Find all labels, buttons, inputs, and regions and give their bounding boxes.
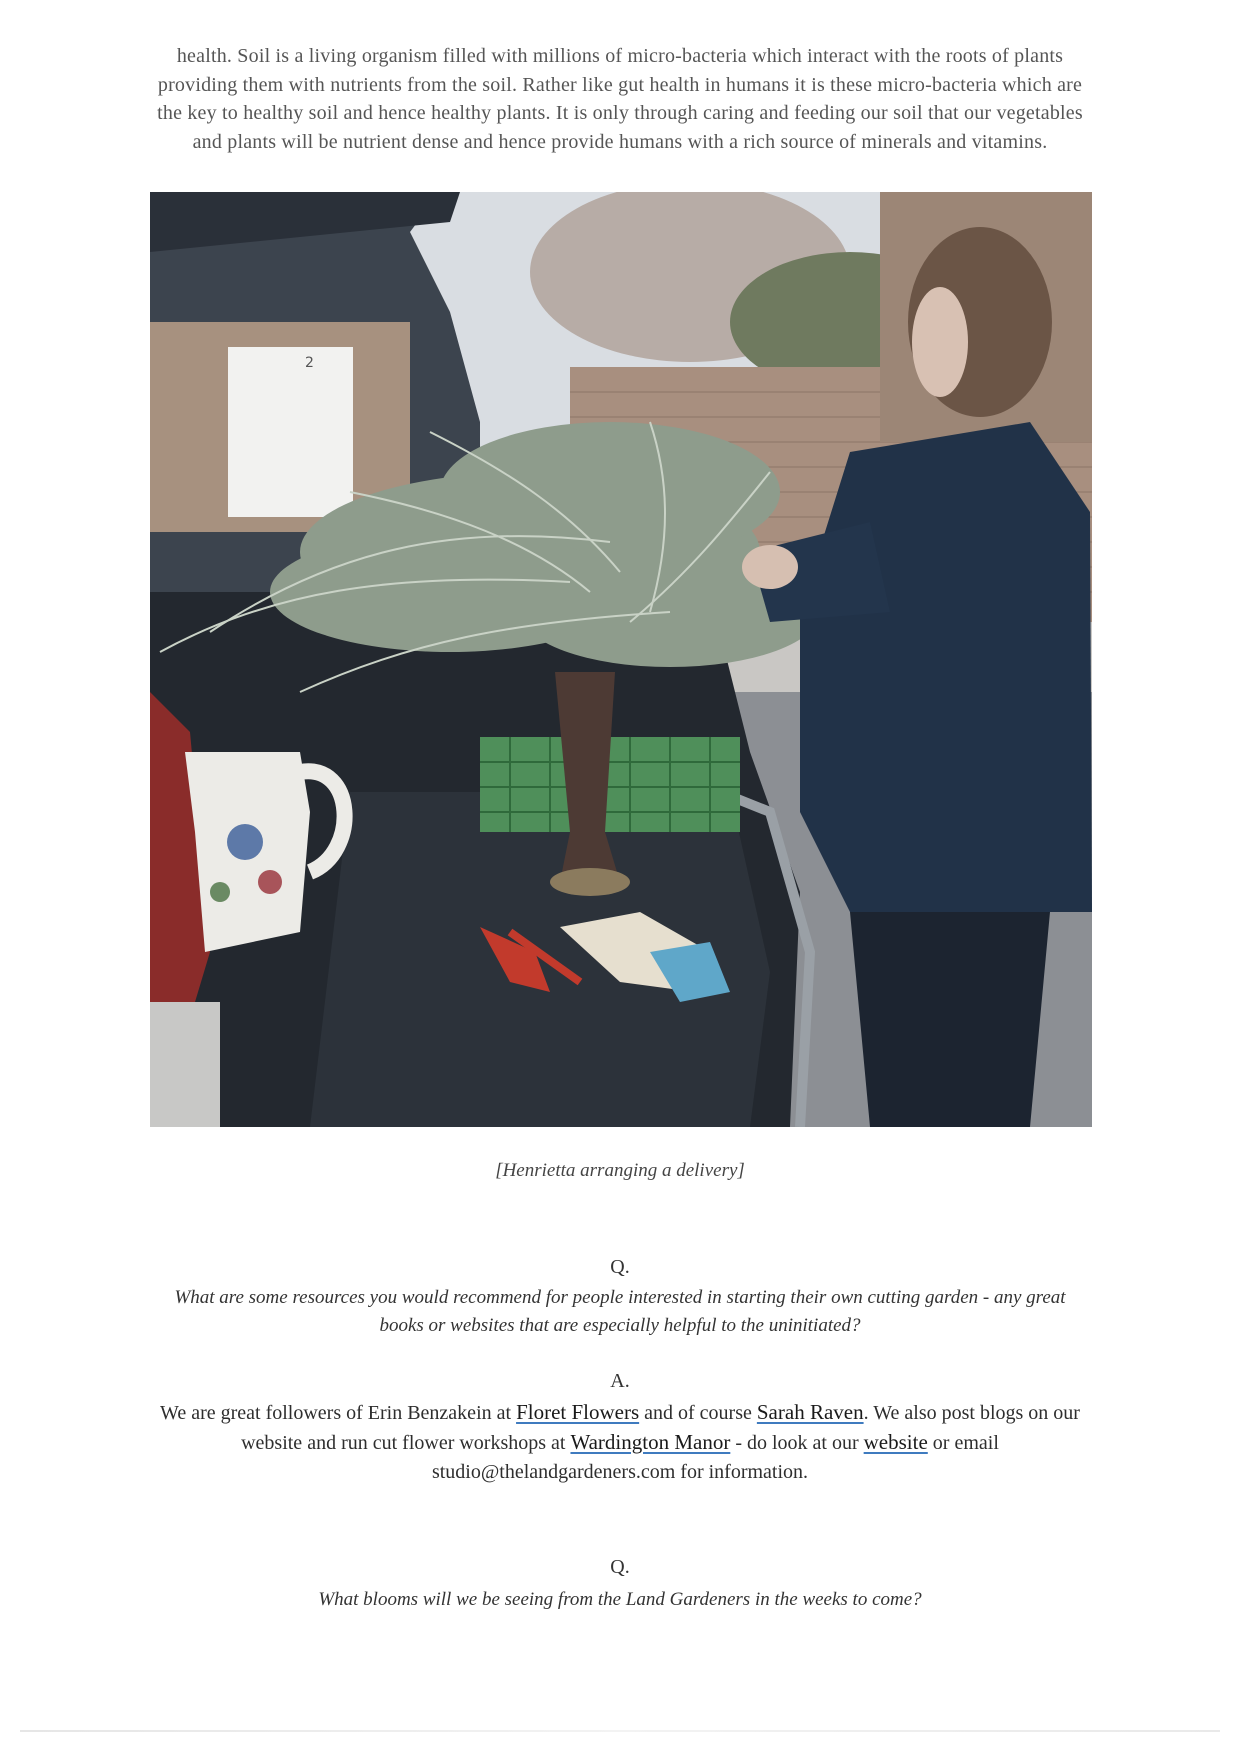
answer-text-part: or email studio@thelandgardeners.com for information. xyxy=(431,1432,999,1483)
answer-marker: A. xyxy=(610,1370,630,1392)
answer-text-part: - do look at our xyxy=(730,1432,864,1454)
website-link[interactable]: website xyxy=(863,1430,928,1454)
answer-text xyxy=(150,1398,1090,1487)
answer-text-part: . We also post blogs on our website and run cut flower workshops at xyxy=(241,1402,1080,1454)
intro-paragraph: health. Soil is a living organism filled with millions of micro-bacteria which interact with the roots of plants providing them with nutrients from the soil. Rather like gut health in humans it is these micro-bacteria which are the key to healthy soil and hence healthy plants. It is only through caring and feeding our soil that our vegetables and plants will be nutrient dense and hence provide humans with a rich source of minerals and vitamins. xyxy=(157,45,1083,153)
question-marker: Q. xyxy=(610,1556,630,1578)
garage-number: 2 xyxy=(305,355,314,371)
question-marker: Q. xyxy=(610,1256,630,1278)
photo-caption: [Henrietta arranging a delivery] xyxy=(495,1160,745,1181)
scan-edge-divider xyxy=(20,1730,1220,1732)
question-text: What blooms will we be seeing from the Land Gardeners in the weeks to come? xyxy=(318,1589,922,1610)
answer-text-part: and of course xyxy=(639,1402,757,1424)
delivery-photo xyxy=(150,192,1092,1127)
wardington-manor-link[interactable]: Wardington Manor xyxy=(570,1430,731,1454)
answer-text-part: We are great followers of Erin Benzakein at xyxy=(160,1402,517,1424)
floret-flowers-link[interactable]: Floret Flowers xyxy=(516,1400,640,1424)
question-text: What are some resources you would recommend for people interested in starting their own cutting garden - any great books or websites that are especially helpful to the uninitiated? xyxy=(174,1287,1066,1336)
sarah-raven-link[interactable]: Sarah Raven xyxy=(756,1400,864,1424)
